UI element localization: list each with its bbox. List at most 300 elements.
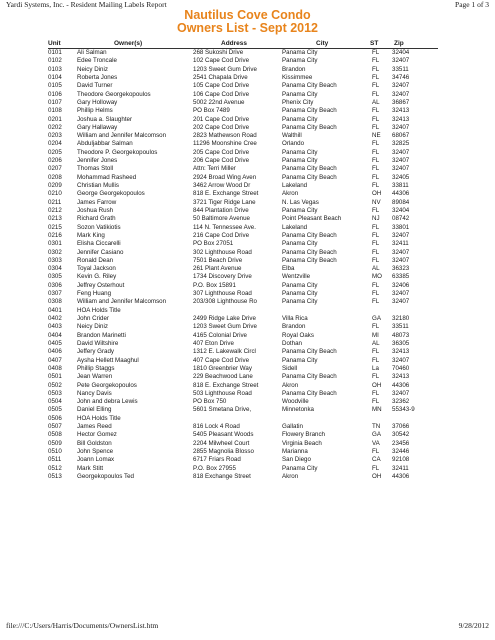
state-cell: FL xyxy=(372,140,380,148)
table-row xyxy=(0,348,495,356)
unit-cell: 0307 xyxy=(48,290,62,298)
state-cell: FL xyxy=(372,348,380,356)
address-cell: 818 E. Exchange Street xyxy=(193,381,259,389)
zip-cell: 32407 xyxy=(392,123,410,131)
zip-cell: 32407 xyxy=(392,248,410,256)
unit-cell: 0303 xyxy=(48,256,62,264)
city-cell: Panama City xyxy=(282,356,318,364)
zip-cell: 32411 xyxy=(392,240,409,248)
address-cell: 203/308 Lighthouse Ro xyxy=(193,298,257,306)
zip-cell: 32407 xyxy=(392,90,410,98)
zip-cell: 32404 xyxy=(392,49,410,56)
file-path: file:///C:/Users/Harris/Documents/OwnersList.htm xyxy=(6,621,159,630)
unit-cell: 0213 xyxy=(48,215,62,223)
address-cell: 201 Cape Cod Drive xyxy=(193,115,250,123)
table-row xyxy=(0,74,495,82)
document-subtitle: Owners List - Sept 2012 xyxy=(176,21,319,35)
zip-cell: 32407 xyxy=(392,356,410,364)
address-cell: 2499 Ridge Lake Drive xyxy=(193,315,256,322)
unit-cell: 0210 xyxy=(48,190,62,198)
address-cell: PO Box 27051 xyxy=(193,240,234,248)
address-cell: 407 Eton Drive xyxy=(193,339,234,347)
owner-cell: Phillip Helms xyxy=(77,107,113,115)
address-cell: P.O. Box 15891 xyxy=(193,281,236,289)
owner-cell: Ali Salman xyxy=(77,49,107,56)
state-cell: FL xyxy=(372,223,380,231)
zip-cell: 32180 xyxy=(392,315,410,322)
unit-cell: 0407 xyxy=(48,356,62,364)
owner-cell: Brandon Marinetti xyxy=(77,331,126,339)
city-cell: Villa Rica xyxy=(282,315,308,322)
city-cell: Panama City xyxy=(282,298,318,306)
owner-cell: John and debra Lewis xyxy=(77,398,138,406)
city-cell: Panama City Beach xyxy=(282,231,337,239)
state-cell: OH xyxy=(372,381,382,389)
address-cell: 216 Cape Cod Drive xyxy=(193,231,250,239)
city-cell: Panama City Beach xyxy=(282,173,337,181)
city-cell: N. Las Vegas xyxy=(282,198,319,206)
zip-cell: 32411 xyxy=(392,464,409,472)
owner-cell: Sozon Vatikiotis xyxy=(77,223,121,231)
column-header-zip: Zip xyxy=(394,40,404,47)
table-row xyxy=(0,232,495,240)
zip-cell: 89084 xyxy=(392,198,410,206)
table-row xyxy=(0,440,495,448)
zip-cell: 32406 xyxy=(392,281,410,289)
unit-cell: 0511 xyxy=(48,456,62,464)
zip-cell: 32407 xyxy=(392,57,410,65)
owner-cell: Edee Troncale xyxy=(77,57,117,65)
table-row xyxy=(0,57,495,65)
state-cell: FL xyxy=(372,464,380,472)
zip-cell: 44306 xyxy=(392,381,410,389)
city-cell: Panama City xyxy=(282,49,318,56)
zip-cell: 23456 xyxy=(392,439,410,447)
state-cell: FL xyxy=(372,248,380,256)
owner-cell: Neicy Diniz xyxy=(77,323,108,331)
state-cell: MI xyxy=(372,331,379,339)
address-cell: 2855 Magnolia Blosso xyxy=(193,448,254,455)
column-header-address: Address xyxy=(221,40,248,47)
unit-cell: 0108 xyxy=(48,107,62,115)
address-cell: 3462 Arrow Wood Dr xyxy=(193,182,251,189)
zip-cell: 32413 xyxy=(392,373,410,381)
zip-cell: 32405 xyxy=(392,173,410,181)
unit-cell: 0107 xyxy=(48,98,62,106)
address-cell: 1810 Greenbrier Way xyxy=(193,364,252,372)
unit-cell: 0205 xyxy=(48,148,62,156)
table-row xyxy=(0,215,495,223)
city-cell: Panama City xyxy=(282,148,318,156)
unit-cell: 0503 xyxy=(48,389,62,397)
state-cell: FL xyxy=(372,373,380,381)
state-cell: FL xyxy=(372,173,380,181)
owner-cell: William and Jennifer Malcomson xyxy=(77,298,167,306)
zip-cell: 44306 xyxy=(392,190,410,198)
state-cell: NE xyxy=(372,132,381,140)
address-cell: PO Box 7489 xyxy=(193,107,230,115)
table-row xyxy=(0,107,495,115)
unit-cell: 0202 xyxy=(48,123,62,131)
zip-cell: 32407 xyxy=(392,256,410,264)
address-cell: 102 Cape Cod Drive xyxy=(193,57,250,65)
table-header xyxy=(0,40,495,48)
unit-cell: 0505 xyxy=(48,406,62,414)
owner-cell: Theodore Georgekopoulos xyxy=(77,90,151,98)
state-cell: GA xyxy=(372,315,381,322)
state-cell: FL xyxy=(372,107,380,115)
unit-cell: 0501 xyxy=(48,373,62,381)
page-number: Page 1 of 3 xyxy=(455,0,489,9)
table-row xyxy=(0,390,495,398)
unit-cell: 0408 xyxy=(48,364,62,372)
address-cell: 302 Lighthouse Road xyxy=(193,248,252,256)
zip-cell: 33801 xyxy=(392,223,410,231)
zip-cell: 32446 xyxy=(392,448,410,455)
owner-cell: Daniel Elling xyxy=(77,406,112,414)
owner-cell: Jean Warren xyxy=(77,373,113,381)
table-row xyxy=(0,91,495,99)
address-cell: 5601 Smetana Drive, xyxy=(193,406,252,414)
unit-cell: 0209 xyxy=(48,182,62,189)
address-cell: 105 Cape Cod Drive xyxy=(193,82,250,90)
city-cell: Virginia Beach xyxy=(282,439,322,447)
unit-cell: 0203 xyxy=(48,132,62,140)
state-cell: AL xyxy=(372,339,380,347)
zip-cell: 44306 xyxy=(392,472,410,480)
address-cell: 11296 Moonshine Cree xyxy=(193,140,257,148)
owner-cell: Mark King xyxy=(77,231,105,239)
state-cell: AL xyxy=(372,265,380,273)
city-cell: Akron xyxy=(282,381,299,389)
owner-cell: Neicy Diniz xyxy=(77,65,108,73)
city-cell: San Diego xyxy=(282,456,311,464)
unit-cell: 0504 xyxy=(48,398,62,406)
unit-cell: 0207 xyxy=(48,165,62,173)
zip-cell: 32413 xyxy=(392,115,410,123)
city-cell: Elba xyxy=(282,265,295,273)
owner-cell: John Crider xyxy=(77,315,109,322)
browser-print-footer xyxy=(6,621,489,631)
state-cell: FL xyxy=(372,165,380,173)
address-cell: 3721 Tiger Ridge Lane xyxy=(193,198,256,206)
zip-cell: 68067 xyxy=(392,132,410,140)
unit-cell: 0206 xyxy=(48,157,62,165)
zip-cell: 32407 xyxy=(392,389,410,397)
address-cell: 2204 Milwheel Court xyxy=(193,439,250,447)
zip-cell: 63385 xyxy=(392,273,410,281)
table-row xyxy=(0,265,495,273)
column-header-unit: Unit xyxy=(48,40,61,47)
owner-cell: Pete Georgekopoulos xyxy=(77,381,137,389)
table-row xyxy=(0,190,495,198)
table-row xyxy=(0,99,495,107)
table-row xyxy=(0,66,495,74)
unit-cell: 0216 xyxy=(48,231,62,239)
state-cell: GA xyxy=(372,431,381,439)
owners-table-body xyxy=(0,49,495,481)
city-cell: Panama City xyxy=(282,57,318,65)
address-cell: 1312 E. Lakewalk Circl xyxy=(193,348,256,356)
address-cell: 261 Plant Avenue xyxy=(193,265,242,273)
owner-cell: Theodore P. Georgekopoulos xyxy=(77,148,158,156)
unit-cell: 0211 xyxy=(48,198,62,206)
state-cell: FL xyxy=(372,57,380,65)
owner-cell: Hector Gomez xyxy=(77,431,117,439)
address-cell: PO Box 750 xyxy=(193,398,227,406)
table-row xyxy=(0,49,495,57)
address-cell: 818 Exchange Street xyxy=(193,472,251,480)
table-row xyxy=(0,140,495,148)
unit-cell: 0102 xyxy=(48,57,62,65)
city-cell: Wentzville xyxy=(282,273,311,281)
owner-cell: Jennifer Casiano xyxy=(77,248,124,256)
owner-cell: Elisha Ciccarelli xyxy=(77,240,121,248)
owner-cell: Gary Hallaway xyxy=(77,123,118,131)
unit-cell: 0103 xyxy=(48,65,62,73)
state-cell: OH xyxy=(372,190,382,198)
table-row xyxy=(0,382,495,390)
owner-cell: Georgekopoulos Ted xyxy=(77,472,134,480)
owner-cell: Abduljabbar Salman xyxy=(77,140,133,148)
city-cell: Panama City xyxy=(282,90,318,98)
unit-cell: 0212 xyxy=(48,206,62,214)
unit-cell: 0512 xyxy=(48,464,62,472)
state-cell: FL xyxy=(372,49,380,56)
address-cell: 106 Cape Cod Drive xyxy=(193,90,250,98)
table-row xyxy=(0,315,495,323)
city-cell: Panama City xyxy=(282,206,318,214)
owner-cell: John Spence xyxy=(77,448,114,455)
owner-cell: David Wiltshire xyxy=(77,339,119,347)
zip-cell: 32404 xyxy=(392,206,410,214)
state-cell: FL xyxy=(372,389,380,397)
unit-cell: 0304 xyxy=(48,265,62,273)
state-cell: FL xyxy=(372,281,380,289)
city-cell: Sidell xyxy=(282,364,298,372)
owner-cell: Thomas Stoll xyxy=(77,165,114,173)
owner-cell: William and Jennifer Malcomson xyxy=(77,132,167,140)
print-date: 9/28/2012 xyxy=(458,621,489,630)
table-row xyxy=(0,199,495,207)
zip-cell: 32407 xyxy=(392,157,410,165)
table-row xyxy=(0,157,495,165)
city-cell: Akron xyxy=(282,472,299,480)
column-header-state: ST xyxy=(370,40,379,47)
owner-cell: Feng Huang xyxy=(77,290,112,298)
address-cell: 5405 Pleasant Woods xyxy=(193,431,254,439)
city-cell: Flowery Branch xyxy=(282,431,325,439)
state-cell: FL xyxy=(372,206,380,214)
table-row xyxy=(0,224,495,232)
zip-cell: 32407 xyxy=(392,298,410,306)
city-cell: Brandon xyxy=(282,323,306,331)
zip-cell: 32825 xyxy=(392,140,410,148)
table-row xyxy=(0,465,495,473)
owner-cell: Toyal Jackson xyxy=(77,265,116,273)
address-cell: 229 Beachwood Lane xyxy=(193,373,253,381)
zip-cell: 33511 xyxy=(392,65,409,73)
unit-cell: 0509 xyxy=(48,439,62,447)
state-cell: FL xyxy=(372,157,380,165)
address-cell: P.O. Box 27955 xyxy=(193,464,236,472)
document-title: Nautilus Cove Condo xyxy=(184,8,311,22)
city-cell: Marianna xyxy=(282,448,308,455)
unit-cell: 0201 xyxy=(48,115,62,123)
table-row xyxy=(0,207,495,215)
address-cell: 407 Cape Cod Drive xyxy=(193,356,250,364)
city-cell: Royal Oaks xyxy=(282,331,314,339)
state-cell: FL xyxy=(372,115,380,123)
city-cell: Brandon xyxy=(282,65,306,73)
city-cell: Panama City Beach xyxy=(282,348,337,356)
owner-cell: Phillip Staggs xyxy=(77,364,115,372)
state-cell: FL xyxy=(372,82,380,90)
city-cell: Dothan xyxy=(282,339,302,347)
table-row xyxy=(0,149,495,157)
report-source: Yardi Systems, Inc. - Resident Mailing Labels Report xyxy=(6,0,167,9)
owner-cell: Jennifer Jones xyxy=(77,157,118,165)
zip-cell: 32413 xyxy=(392,107,410,115)
state-cell: MN xyxy=(372,406,382,414)
zip-cell: 32407 xyxy=(392,148,410,156)
city-cell: Panama City Beach xyxy=(282,107,337,115)
unit-cell: 0507 xyxy=(48,423,62,431)
unit-cell: 0104 xyxy=(48,73,62,81)
unit-cell: 0404 xyxy=(48,331,62,339)
state-cell: MO xyxy=(372,273,382,281)
owner-cell: George Georgekopoulos xyxy=(77,190,145,198)
state-cell: FL xyxy=(372,65,380,73)
city-cell: Panama City xyxy=(282,464,318,472)
state-cell: NV xyxy=(372,198,381,206)
address-cell: 1734 Discovery Drive xyxy=(193,273,252,281)
owner-cell: Joshua Rush xyxy=(77,206,114,214)
address-cell: 4165 Colonial Drive xyxy=(193,331,247,339)
column-header-city: City xyxy=(316,40,329,47)
unit-cell: 0105 xyxy=(48,82,62,90)
city-cell: Gallatin xyxy=(282,423,303,431)
table-row xyxy=(0,448,495,456)
city-cell: Akron xyxy=(282,190,299,198)
state-cell: OH xyxy=(372,472,382,480)
state-cell: FL xyxy=(372,356,380,364)
owner-cell: David Turner xyxy=(77,82,113,90)
table-row xyxy=(0,290,495,298)
table-row xyxy=(0,257,495,265)
table-row xyxy=(0,307,495,315)
zip-cell: 08742 xyxy=(392,215,410,223)
table-row xyxy=(0,415,495,423)
state-cell: FL xyxy=(372,123,380,131)
table-row xyxy=(0,116,495,124)
table-row xyxy=(0,240,495,248)
owner-cell: Roberta Jones xyxy=(77,73,118,81)
unit-cell: 0403 xyxy=(48,323,62,331)
city-cell: Panama City Beach xyxy=(282,256,337,264)
address-cell: 307 Lighthouse Road xyxy=(193,290,252,298)
address-cell: 816 Lock 4 Road xyxy=(193,423,240,431)
unit-cell: 0101 xyxy=(48,49,62,56)
table-row xyxy=(0,456,495,464)
state-cell: FL xyxy=(372,448,380,455)
state-cell: FL xyxy=(372,182,380,189)
zip-cell: 30542 xyxy=(392,431,410,439)
state-cell: FL xyxy=(372,240,380,248)
column-header-owner: Owner(s) xyxy=(114,40,143,47)
table-row xyxy=(0,273,495,281)
owner-cell: HOA Holds Title xyxy=(77,306,121,314)
city-cell: Point Pleasant Beach xyxy=(282,215,342,223)
address-cell: 7501 Beach Drive xyxy=(193,256,243,264)
state-cell: La xyxy=(372,364,379,372)
unit-cell: 0502 xyxy=(48,381,62,389)
unit-cell: 0508 xyxy=(48,431,62,439)
address-cell: 202 Cape Cod Drive xyxy=(193,123,250,131)
address-cell: Attn: Terri Miller xyxy=(193,165,236,173)
unit-cell: 0106 xyxy=(48,90,62,98)
city-cell: Phenix City xyxy=(282,98,314,106)
address-cell: 2541 Chapala Drive xyxy=(193,73,248,81)
zip-cell: 34746 xyxy=(392,73,410,81)
unit-cell: 0208 xyxy=(48,173,62,181)
zip-cell: 48073 xyxy=(392,331,410,339)
owner-cell: Gary Holloway xyxy=(77,98,118,106)
address-cell: 206 Cape Cod Drive xyxy=(193,157,250,165)
table-row xyxy=(0,282,495,290)
owner-cell: HOA Holds Title xyxy=(77,414,121,422)
table-row xyxy=(0,431,495,439)
address-cell: 50 Baltimore Avenue xyxy=(193,215,250,223)
unit-cell: 0308 xyxy=(48,298,62,306)
address-cell: 2924 Broad Wing Aven xyxy=(193,173,257,181)
state-cell: FL xyxy=(372,256,380,264)
zip-cell: 36323 xyxy=(392,265,410,273)
table-row xyxy=(0,165,495,173)
owner-cell: Nancy Davis xyxy=(77,389,112,397)
owner-cell: James Farrow xyxy=(77,198,117,206)
table-row xyxy=(0,249,495,257)
address-cell: 1203 Sweet Gum Drive xyxy=(193,65,257,73)
city-cell: Panama City Beach xyxy=(282,389,337,397)
state-cell: FL xyxy=(372,323,380,331)
table-row xyxy=(0,406,495,414)
unit-cell: 0405 xyxy=(48,339,62,347)
state-cell: FL xyxy=(372,298,380,306)
zip-cell: 70460 xyxy=(392,364,410,372)
state-cell: FL xyxy=(372,231,380,239)
zip-cell: 37066 xyxy=(392,423,410,431)
city-cell: Lakeland xyxy=(282,182,308,189)
table-row xyxy=(0,332,495,340)
unit-cell: 0506 xyxy=(48,414,62,422)
city-cell: Panama City Beach xyxy=(282,373,337,381)
zip-cell: 33511 xyxy=(392,323,409,331)
state-cell: FL xyxy=(372,148,380,156)
table-row xyxy=(0,124,495,132)
unit-cell: 0305 xyxy=(48,273,62,281)
state-cell: FL xyxy=(372,290,380,298)
state-cell: FL xyxy=(372,73,380,81)
table-row xyxy=(0,423,495,431)
zip-cell: 32362 xyxy=(392,398,410,406)
unit-cell: 0402 xyxy=(48,315,62,322)
address-cell: 503 Lighthouse Road xyxy=(193,389,252,397)
state-cell: VA xyxy=(372,439,380,447)
owner-cell: Ronald Dean xyxy=(77,256,114,264)
zip-cell: 32407 xyxy=(392,231,410,239)
unit-cell: 0513 xyxy=(48,472,62,480)
